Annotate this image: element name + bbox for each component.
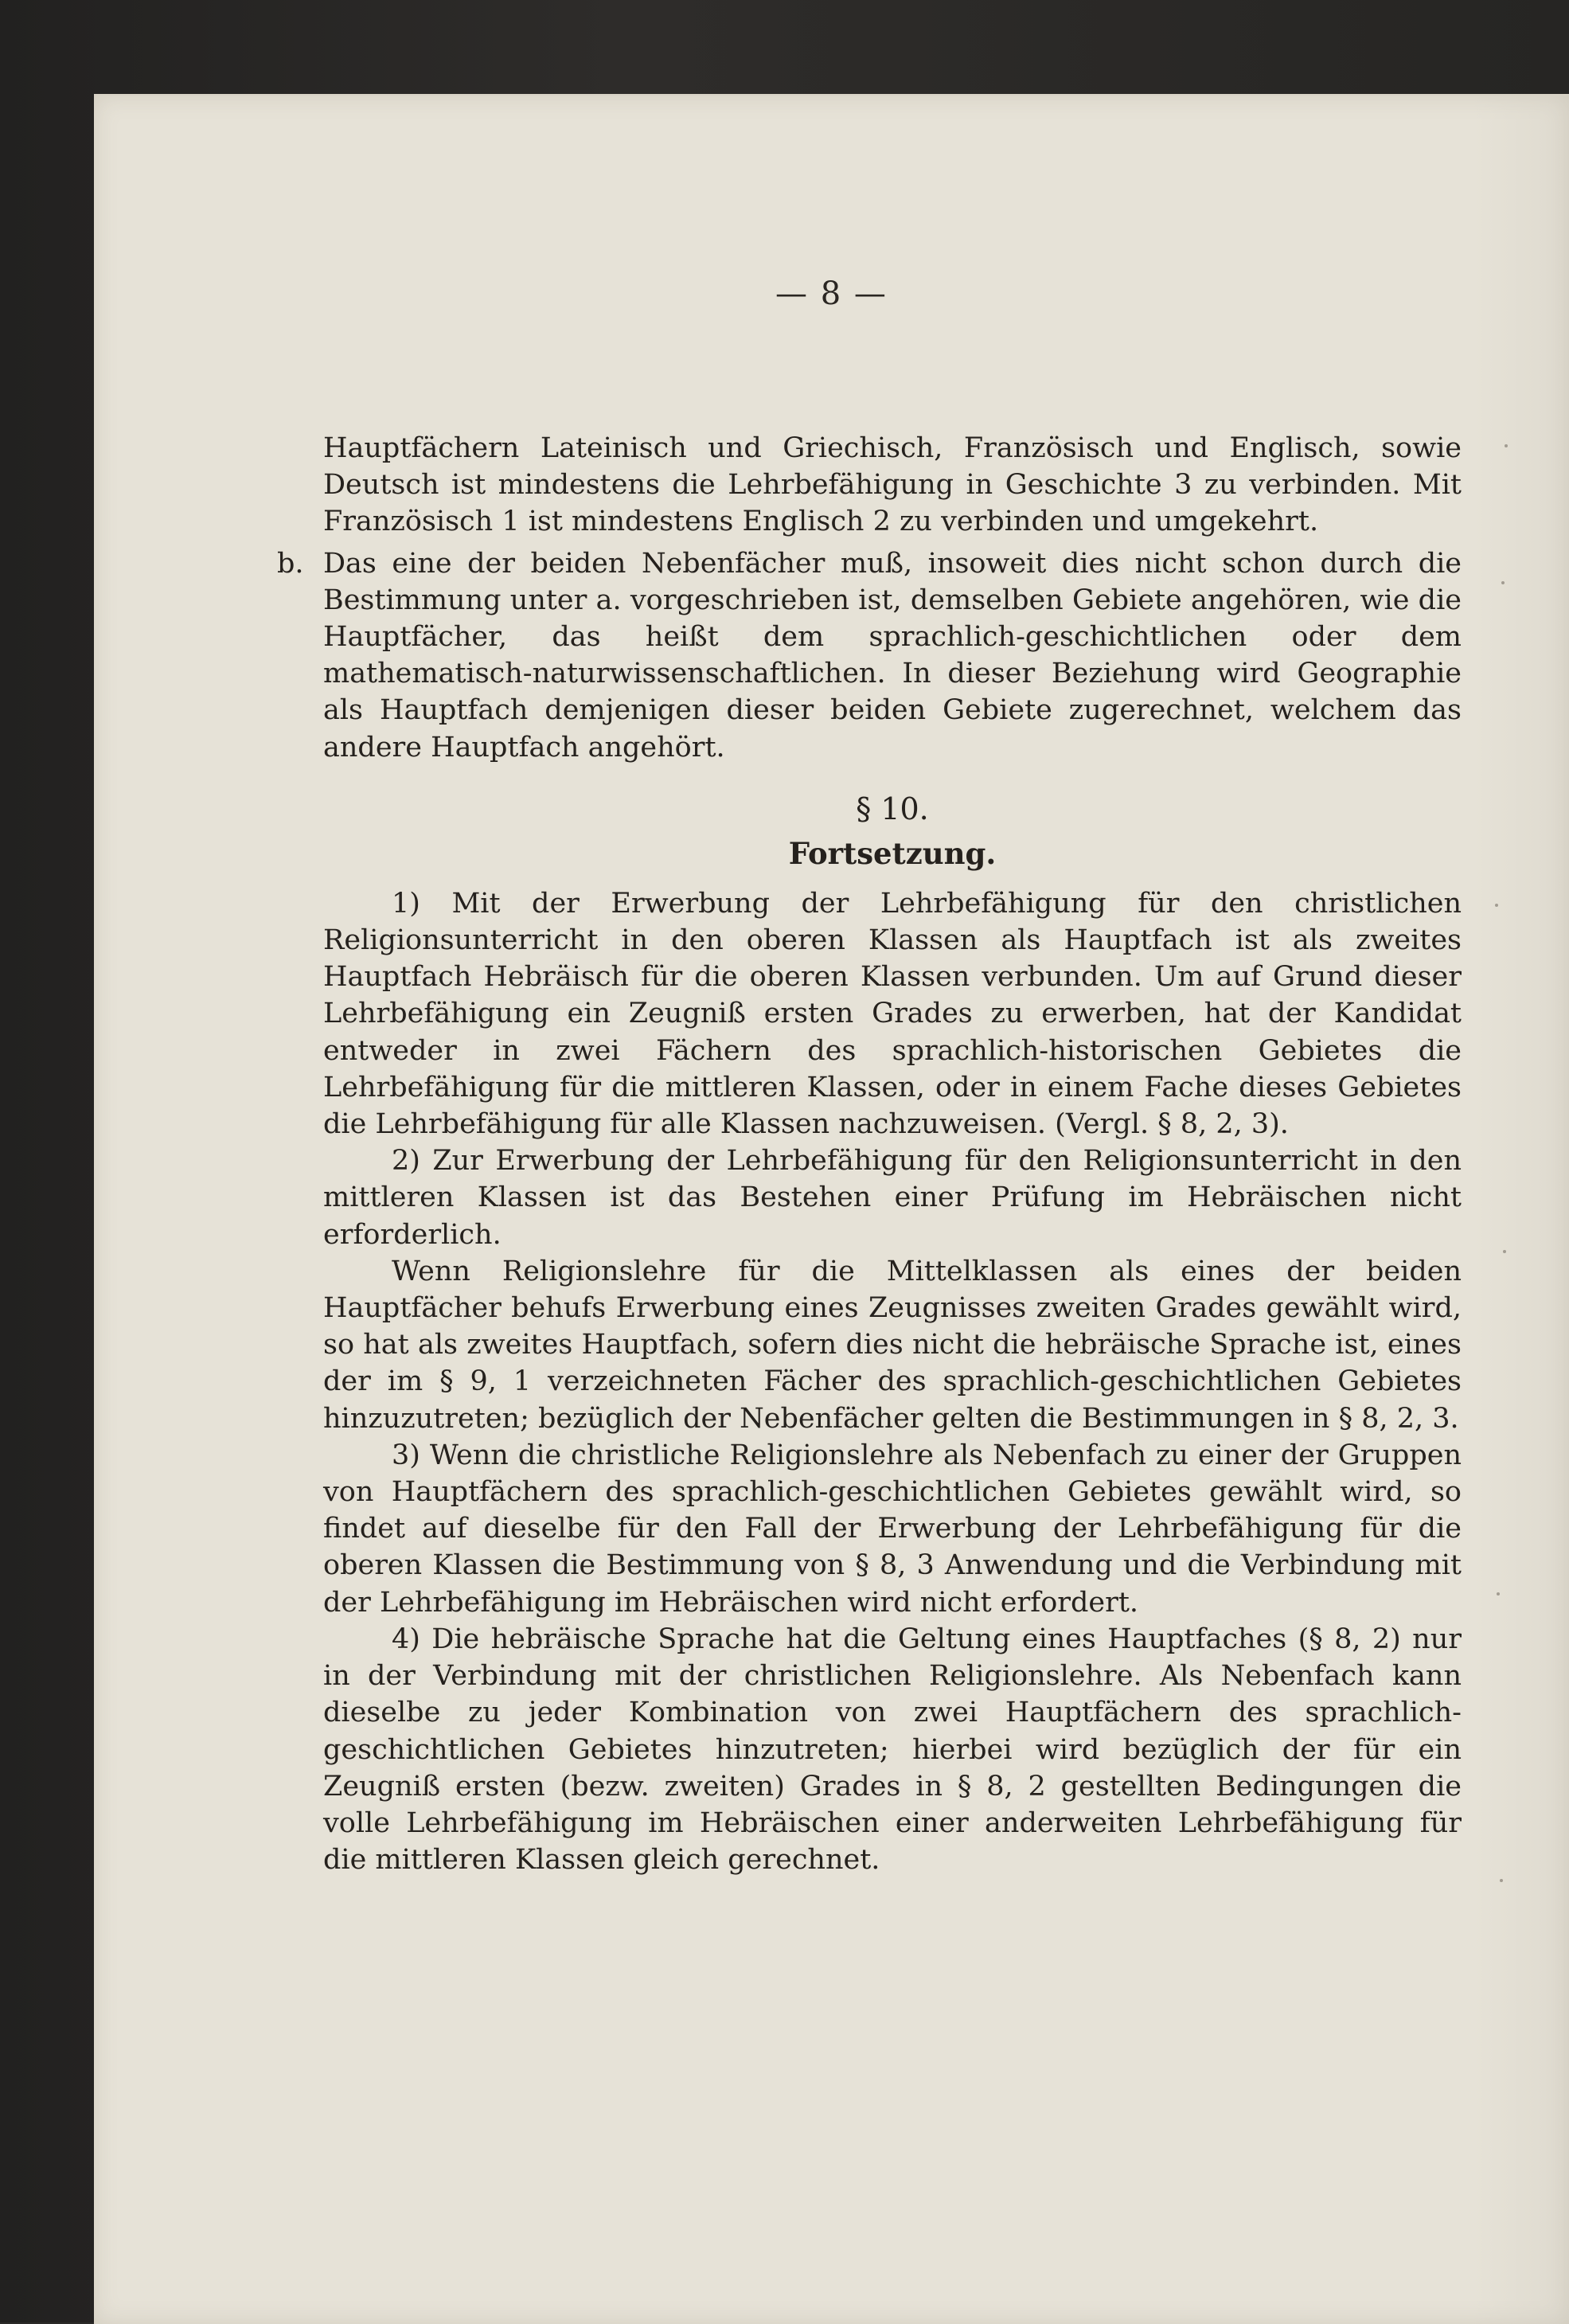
section-number: § 10. [856, 791, 929, 826]
paper-fleck [1500, 1879, 1503, 1882]
paper-fleck [1505, 444, 1508, 447]
page-text [277, 430, 1462, 1878]
list-item-text: Das eine der beiden Nebenfächer muß, insoweit dies nicht schon durch die Bestimmung unter a. vorgeschrieben ist, demselben Gebiete angehören, wie die Hauptfächer, das heißt dem sprachlich-geschichtlichen oder dem mathematisch-naturwissenschaftlichen. In dieser Beziehung wird Geographie als Hauptfach demjenigen dieser beiden Gebiete zugerechnet, welchem das andere Hauptfach angehört. [323, 547, 1462, 764]
section-title: Fortsetzung. [788, 835, 997, 871]
paragraph-2: 2) Zur Erwerbung der Lehrbefähigung für den Religionsunterricht in den mittleren Klassen ist das Bestehen einer Prüfung im Hebräischen nicht erforderlich. [323, 1145, 1462, 1251]
page-number: — 8 — [775, 275, 888, 312]
page-edge-shadow [1473, 96, 1569, 2324]
paper-fleck [1495, 904, 1498, 907]
paper-fleck [1501, 581, 1505, 584]
document-page [94, 94, 1569, 2324]
paragraph-1: 1) Mit der Erwerbung der Lehrbefähigung für den christlichen Religionsunterricht in den oberen Klassen als Hauptfach ist als zweites Hauptfach Hebräisch für die oberen Klassen verbunden. Um auf Grund dieser Lehrbefähigung ein Zeugniß ersten Grades zu erwerben, hat der Kandidat entweder in zwei Fächern des sprachlich-historischen Gebietes die Lehrbefähigung für die mittleren Klassen, oder in einem Fache dieses Gebietes die Lehrbefähigung für alle Klassen nachzuweisen. (Vergl. § 8, 2, 3). [323, 887, 1462, 1141]
paper-fleck [1503, 1250, 1506, 1253]
paragraph-4: 4) Die hebräische Sprache hat die Geltung eines Hauptfaches (§ 8, 2) nur in der Verbindung mit der christlichen Religionslehre. Als Nebenfach kann dieselbe zu jeder Kombination von zwei Hauptfächern des sprachlich-geschichtlichen Gebietes hinzutreten; hierbei wird bezüglich der für ein Zeugniß ersten (bezw. zweiten) Grades in § 8, 2 gestellten Bedingungen die volle Lehrbefähigung im Hebräischen einer anderweiten Lehrbefähigung für die mittleren Klassen gleich gerechnet. [323, 1623, 1462, 1877]
paper-fleck [1497, 1592, 1500, 1596]
continuation-paragraph: Hauptfächern Lateinisch und Griechisch, Französisch und Englisch, sowie Deutsch ist mindestens die Lehrbefähigung in Geschichte 3 zu verbinden. Mit Französisch 1 ist mindestens Englisch 2 zu verbinden und umgekehrt. [323, 432, 1462, 538]
list-item-b [277, 545, 1462, 766]
paragraph-2-continued: Wenn Religionslehre für die Mittelklassen als eines der beiden Hauptfächer behufs Erwerbung eines Zeugnisses zweiten Grades gewählt wird, so hat als zweites Hauptfach, sofern dies nicht die hebräische Sprache ist, eines der im § 9, 1 verzeichneten Fächer des sprachlich-geschichtlichen Gebietes hinzuzutreten; bezüglich der Nebenfächer gelten die Bestimmungen in § 8, 2, 3. [323, 1255, 1462, 1435]
paragraph-3: 3) Wenn die christliche Religionslehre als Nebenfach zu einer der Gruppen von Hauptfächern des sprachlich-geschichtlichen Gebietes gewählt wird, so findet auf dieselbe für den Fall der Erwerbung der Lehrbefähigung für die oberen Klassen die Bestimmung von § 8, 3 Anwendung und die Verbindung mit der Lehrbefähigung im Hebräischen wird nicht erfordert. [323, 1439, 1462, 1619]
list-marker: b. [277, 547, 304, 580]
